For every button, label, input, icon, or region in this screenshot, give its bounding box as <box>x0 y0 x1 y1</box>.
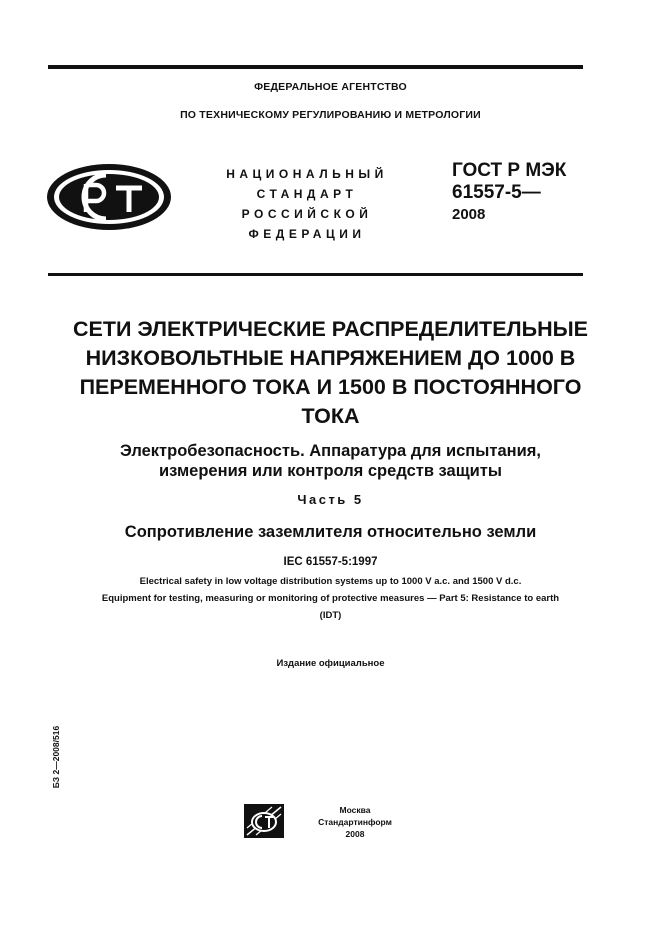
standard-designation <box>452 160 566 226</box>
designation-line-3: 2008 <box>452 206 486 223</box>
title-line-3: ПЕРЕМЕННОГО ТОКА И 1500 В ПОСТОЯННОГО <box>79 375 582 399</box>
subtitle-line-2: измерения или контроля средств защиты <box>159 462 502 480</box>
agency-line-1: ФЕДЕРАЛЬНОЕ АГЕНТСТВО <box>254 81 407 93</box>
agency-line-2: ПО ТЕХНИЧЕСКОМУ РЕГУЛИРОВАНИЮ И МЕТРОЛОГИИ <box>180 109 481 121</box>
publisher-name: Стандартинформ <box>318 817 392 827</box>
publisher-city: Москва <box>339 805 371 815</box>
rst-logo-icon <box>44 162 174 237</box>
document-subtitle <box>30 441 631 481</box>
top-rule <box>48 65 583 69</box>
part-number: Часть 5 <box>297 492 364 507</box>
iec-reference: IEC 61557-5:1997 <box>283 556 378 568</box>
title-line-1: СЕТИ ЭЛЕКТРИЧЕСКИЕ РАСПРЕДЕЛИТЕЛЬНЫЕ <box>72 317 588 341</box>
english-line-3: (IDT) <box>319 610 342 621</box>
subtitle-line-1: Электробезопасность. Аппаратура для испытания, <box>120 442 541 460</box>
designation-line-1: ГОСТ Р МЭК <box>452 160 567 181</box>
publisher-year: 2008 <box>345 829 365 839</box>
title-line-4: ТОКА <box>301 404 360 428</box>
title-line-2: НИЗКОВОЛЬТНЫЕ НАПРЯЖЕНИЕМ ДО 1000 В <box>85 346 576 370</box>
english-line-2: Equipment for testing, measuring or monitoring of protective measures — Part 5: Resistance to earth <box>101 593 560 604</box>
national-standard-line-2: СТАНДАРТ <box>256 187 358 201</box>
national-standard-line-1: НАЦИОНАЛЬНЫЙ <box>226 167 388 181</box>
designation-line-2: 61557-5— <box>452 182 541 203</box>
national-standard-block <box>212 164 402 244</box>
document-title <box>30 315 631 431</box>
publisher-info <box>305 804 405 840</box>
english-line-1: Electrical safety in low voltage distribution systems up to 1000 V a.c. and 1500 V d.c. <box>139 576 522 587</box>
national-standard-line-3: РОССИЙСКОЙ <box>241 207 373 221</box>
middle-rule <box>48 273 583 276</box>
standartinform-logo-icon <box>244 804 284 843</box>
side-code: БЗ 2—2008/516 <box>51 725 61 789</box>
national-standard-line-4: ФЕДЕРАЦИИ <box>248 227 366 241</box>
edition-note: Издание официальное <box>276 658 385 669</box>
english-title <box>20 573 641 624</box>
part-title: Сопротивление заземлителя относительно земли <box>124 523 537 541</box>
